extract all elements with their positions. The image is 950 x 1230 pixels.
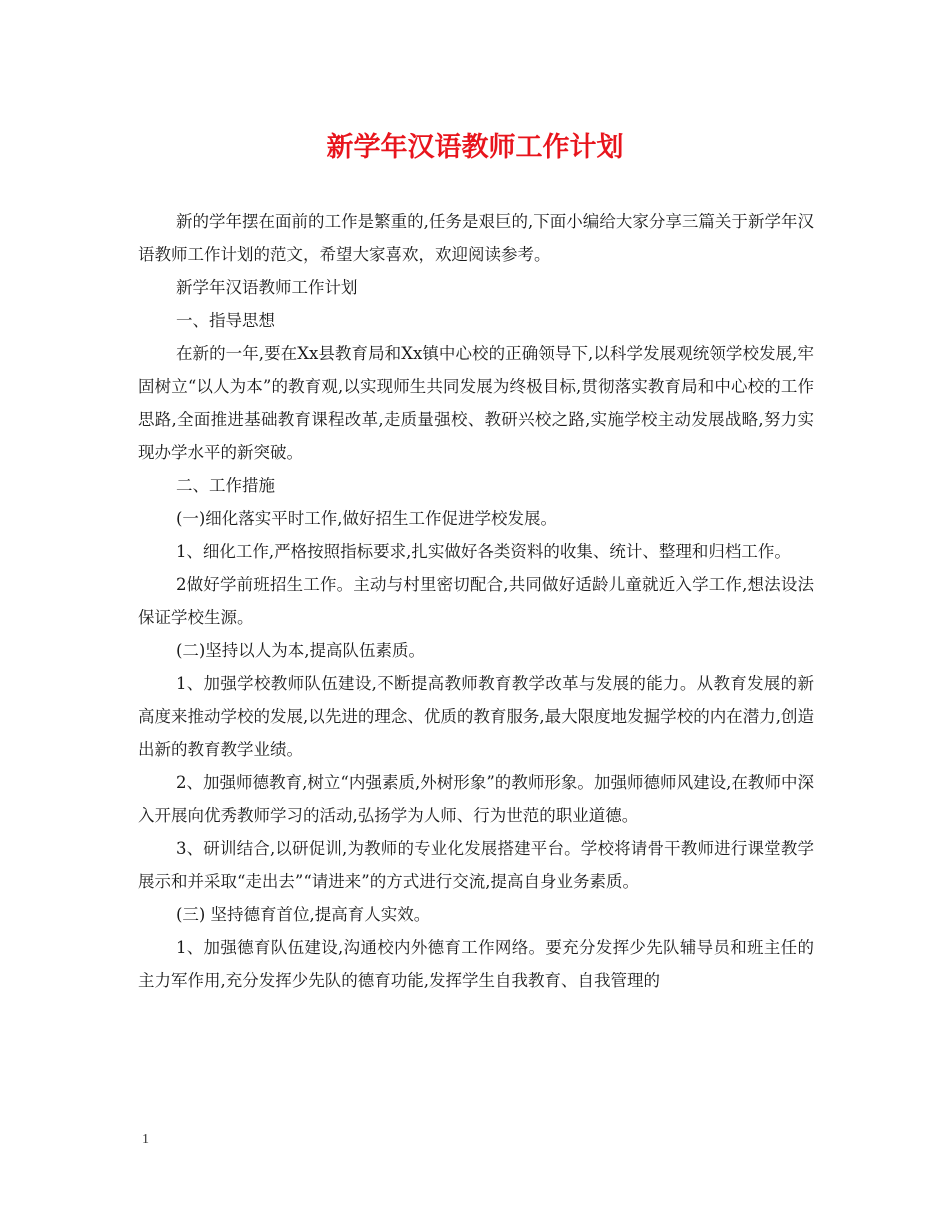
heading-work-measures: 二、工作措施 [175, 476, 275, 495]
intro-paragraph: 新的学年摆在面前的工作是繁重的,任务是艰巨的,下面小编给大家分享三篇关于新学年汉语教师工作计划的范文，希望大家喜欢，欢迎阅读参考。 [138, 212, 814, 264]
document-title: 新学年汉语教师工作计划 [326, 132, 624, 163]
page-number: 1 [142, 1132, 149, 1147]
paragraph: 2、加强师德教育,树立“内强素质,外树形象”的教师形象。加强师德师风建设,在教师中深入开展向优秀教师学习的活动,弘扬学为人师、行为世范的职业道德。 [138, 773, 814, 825]
paragraph: 在新的一年,要在Xx县教育局和Xx镇中心校的正确领导下,以科学发展观统领学校发展,牢固树立“以人为本”的教育观,以实现师生共同发展为终极目标,贯彻落实教育局和中心校的工作思路,全面推进基础教育课程改革,走质量强校、教研兴校之路,实施学校主动发展战略,努力实现办学水平的新突破。 [138, 344, 814, 462]
paragraph: 1、加强德育队伍建设,沟通校内外德育工作网络。要充分发挥少先队辅导员和班主任的主力军作用,充分发挥少先队的德育功能,发挥学生自我教育、自我管理的 [138, 938, 814, 990]
subheading-1: (一)细化落实平时工作,做好招生工作促进学校发展。 [175, 509, 558, 528]
heading-guiding-thought: 一、指导思想 [175, 311, 275, 330]
document-body [138, 205, 814, 997]
paragraph: 1、加强学校教师队伍建设,不断提高教师教育教学改革与发展的能力。从教育发展的新高度来推动学校的发展,以先进的理念、优质的教育服务,最大限度地发掘学校的内在潜力,创造出新的教育教学业绩。 [138, 674, 814, 759]
paragraph: 1、细化工作,严格按照指标要求,扎实做好各类资料的收集、统计、整理和归档工作。 [175, 542, 791, 561]
subheading-2: (二)坚持以人为本,提高队伍素质。 [175, 641, 426, 660]
paragraph: 2做好学前班招生工作。主动与村里密切配合,共同做好适龄儿童就近入学工作,想法设法保证学校生源。 [138, 575, 814, 627]
paragraph: 3、研训结合,以研促训,为教师的专业化发展搭建平台。学校将请骨干教师进行课堂教学展示和并采取“走出去”“请进来”的方式进行交流,提高自身业务素质。 [138, 839, 814, 891]
section-title: 新学年汉语教师工作计划 [175, 278, 358, 297]
subheading-3: (三) 坚持德育首位,提高育人实效。 [175, 905, 431, 924]
